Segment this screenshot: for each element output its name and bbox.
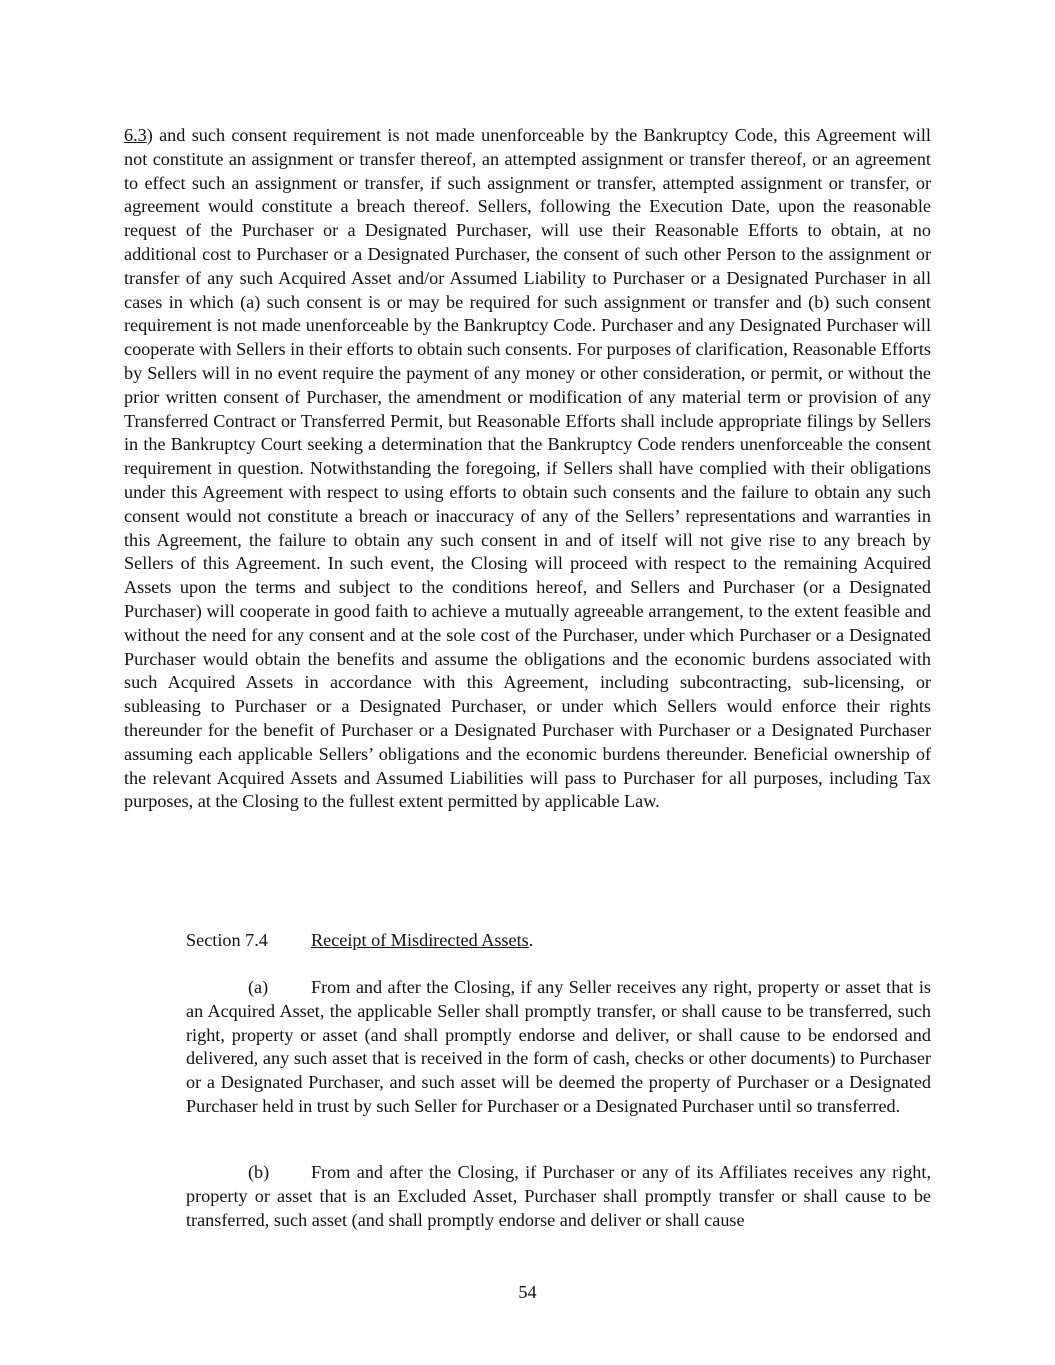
section-title-punctuation: . (528, 930, 534, 950)
continuation-paragraph (124, 124, 931, 814)
subsection-label: (a) (248, 977, 269, 997)
subsection-b (186, 1161, 931, 1232)
paragraph-text: ) and such consent requirement is not made unenforceable by the Bankruptcy Code, this Agreement will not constitute an assignment or transfer thereof, an attempted assignment or transfer thereof, or an agreement to effect such an assignment or transfer, if such assignment or transfer, attempted assignment or transfer, or agreement would constitute a breach thereof. Sellers, following the Execution Date, upon the reasonable request of the Purchaser or a Designated Purchaser, will use their Reasonable Efforts to obtain, at no additional cost to Purchaser or a Designated Purchaser, the consent of such other Person to the assignment or transfer of any such Acquired Asset and/or Assumed Liability to Purchaser or a Designated Purchaser in all cases in which (a) such consent is or may be required for such assignment or transfer and (b) such consent requirement is not made unenforceable by the Bankruptcy Code. Purchaser and any Designated Purchaser will cooperate with Sellers in their efforts to obtain such consents. For purposes of clarification, Reasonable Efforts by Sellers will in no event require the payment of any money or other consideration, or permit, or without the prior written consent of Purchaser, the amendment or modification of any material term or provision of any Transferred Contract or Transferred Permit, but Reasonable Efforts shall include appropriate filings by Sellers in the Bankruptcy Court seeking a determination that the Bankruptcy Code renders unenforceable the consent requirement in question. Notwithstanding the foregoing, if Sellers shall have complied with their obligations under this Agreement with respect to using efforts to obtain such consents and the failure to obtain any such consent would not constitute a breach or inaccuracy of any of the Sellers’ representations and warranties in this Agreement, the failure to obtain any such consent in and of itself will not give rise to any breach by Sellers of this Agreement. In such event, the Closing will proceed with respect to the remaining Acquired Assets upon the terms and subject to the conditions hereof, and Sellers and Purchaser (or a Designated Purchaser) will cooperate in good faith to achieve a mutually agreeable arrangement, to the extent feasible and without the need for any consent and at the sole cost of the Purchaser, under which Purchaser or a Designated Purchaser would obtain the benefits and assume the obligations and the economic burdens associated with such Acquired Assets in accordance with this Agreement, including subcontracting, sub-licensing, or subleasing to Purchaser or a Designated Purchaser, or under which Sellers would enforce their rights thereunder for the benefit of Purchaser or a Designated Purchaser with Purchaser or a Designated Purchaser assuming each applicable Sellers’ obligations and the economic burdens thereunder. Beneficial ownership of the relevant Acquired Assets and Assumed Liabilities will pass to Purchaser for all purposes, including Tax purposes, at the Closing to the fullest extent permitted by applicable Law. (124, 125, 931, 812)
subsection-label: (b) (248, 1162, 270, 1182)
subsection-text: From and after the Closing, if any Seller receives any right, property or asset that is an Acquired Asset, the applicable Seller shall promptly transfer, or shall cause to be transferred, such right, property or asset (and shall promptly endorse and deliver, or shall cause to be endorsed and delivered, any such asset that is received in the form of cash, checks or other documents) to Purchaser or a Designated Purchaser, and such asset will be deemed the property of Purchaser or a Designated Purchaser held in trust by such Seller for Purchaser or a Designated Purchaser until so transferred. (186, 977, 931, 1116)
subsection-a (186, 976, 931, 1119)
subsection-text: From and after the Closing, if Purchaser or any of its Affiliates receives any right, property or asset that is an Excluded Asset, Purchaser shall promptly transfer or shall cause to be transferred, such asset (and shall promptly endorse and deliver or shall cause (186, 1162, 931, 1230)
section-title: Receipt of Misdirected Assets (311, 930, 529, 950)
section-reference: 6.3 (124, 125, 147, 145)
section-number: Section 7.4 (186, 930, 268, 950)
page-number: 54 (518, 1282, 537, 1302)
section-heading (186, 929, 931, 953)
